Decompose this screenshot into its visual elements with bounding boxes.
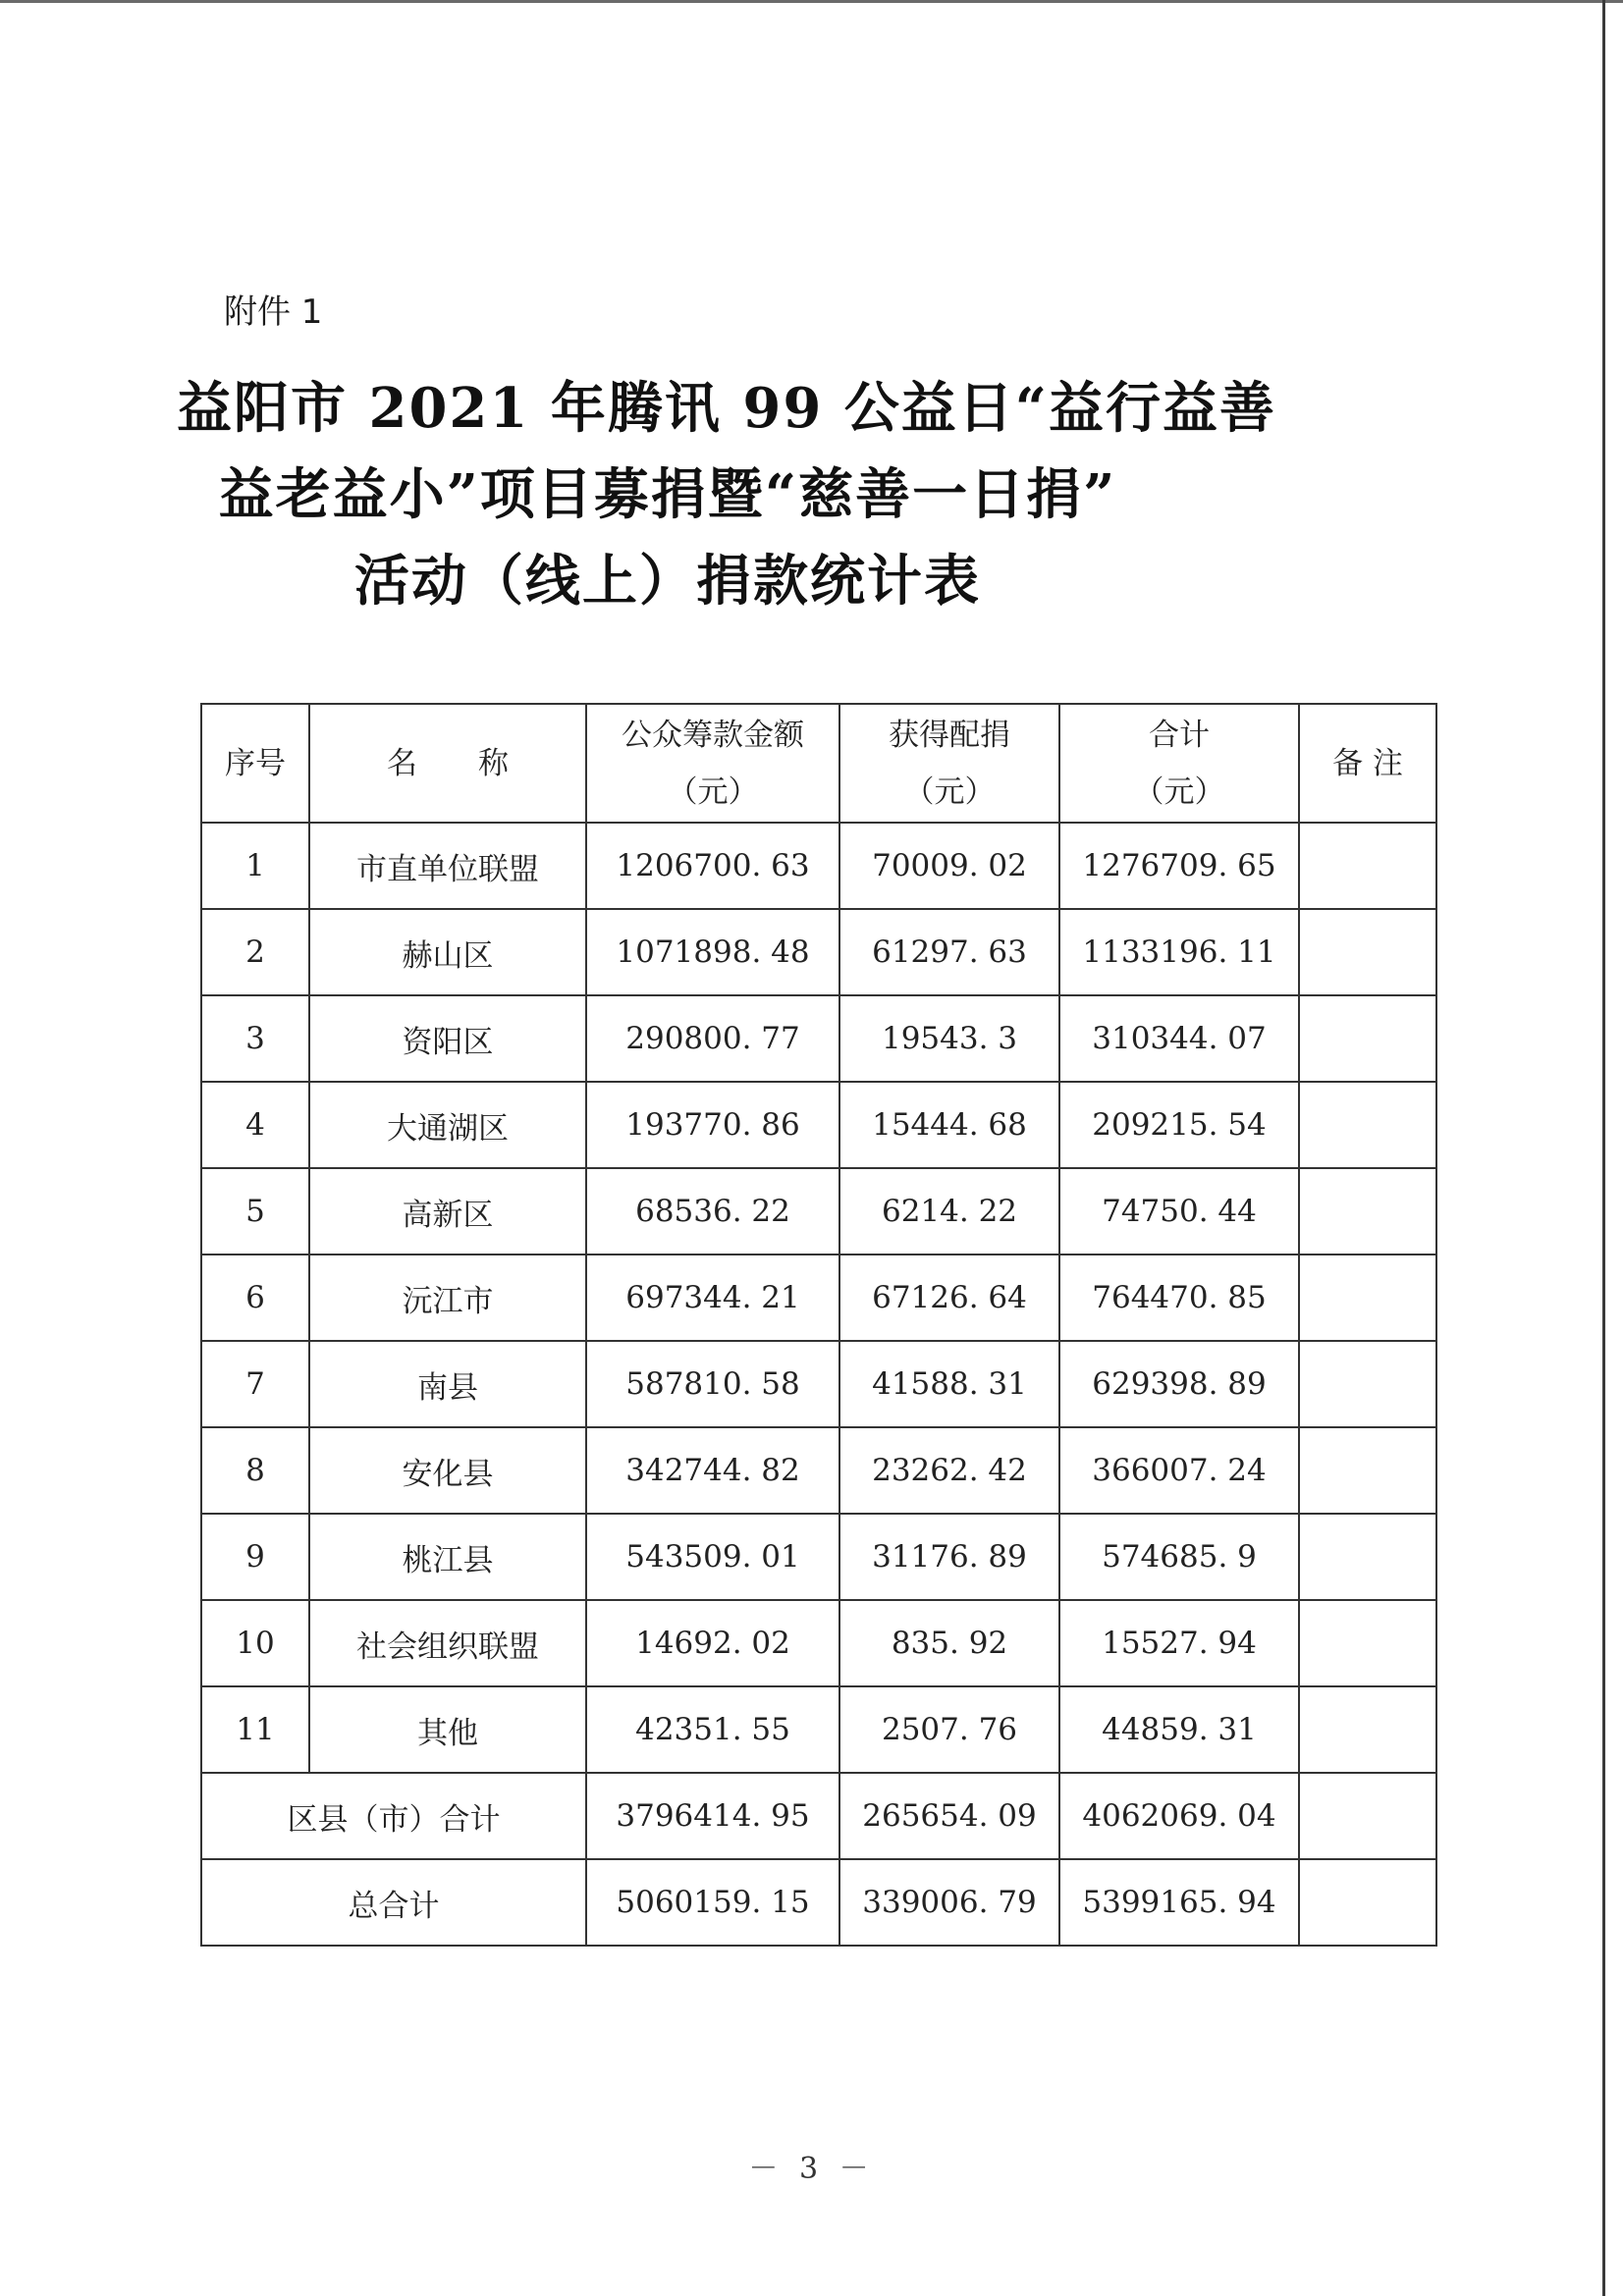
cell-note [1299,1686,1436,1773]
header-total-label: 合计 [1149,717,1210,753]
cell-public-amount: 1206700. 63 [586,823,839,909]
cell-total: 764470. 85 [1059,1255,1299,1341]
title-line-2: 益老益小”项目募捐暨“慈善一日捐” [218,462,1117,527]
table-row [201,1341,1436,1427]
header-note: 备 注 [1299,704,1436,823]
cell-name: 赫山区 [309,909,586,995]
cell-note [1299,1427,1436,1514]
subtotal-note [1299,1773,1436,1859]
subtotal-label: 区县（市）合计 [201,1773,586,1859]
grand-total-label: 总合计 [201,1859,586,1946]
cell-seq: 10 [201,1600,309,1686]
cell-matching: 835. 92 [839,1600,1059,1686]
cell-total: 629398. 89 [1059,1341,1299,1427]
subtotal-public-amount: 3796414. 95 [586,1773,839,1859]
table-header [201,704,1436,823]
grand-total-public-amount: 5060159. 15 [586,1859,839,1946]
header-public-amount-label: 公众筹款金额 [622,717,804,753]
cell-name: 社会组织联盟 [309,1600,586,1686]
cell-name: 高新区 [309,1168,586,1255]
header-seq: 序号 [201,704,309,823]
cell-public-amount: 697344. 21 [586,1255,839,1341]
cell-public-amount: 193770. 86 [586,1082,839,1168]
cell-public-amount: 342744. 82 [586,1427,839,1514]
header-matching-unit: （元） [903,774,996,810]
title-line-3: 活动（线上）捐款统计表 [354,549,981,614]
cell-note [1299,1255,1436,1341]
cell-matching: 19543. 3 [839,995,1059,1082]
table-row [201,1514,1436,1600]
cell-name: 资阳区 [309,995,586,1082]
cell-name: 沅江市 [309,1255,586,1341]
subtotal-row [201,1773,1436,1859]
cell-seq: 8 [201,1427,309,1514]
cell-name: 其他 [309,1686,586,1773]
cell-seq: 2 [201,909,309,995]
table-row [201,1686,1436,1773]
cell-total: 15527. 94 [1059,1600,1299,1686]
cell-matching: 2507. 76 [839,1686,1059,1773]
cell-public-amount: 543509. 01 [586,1514,839,1600]
cell-total: 366007. 24 [1059,1427,1299,1514]
cell-seq: 1 [201,823,309,909]
cell-seq: 4 [201,1082,309,1168]
table-row [201,823,1436,909]
title-line-1: 益阳市 2021 年腾讯 99 公益日“益行益善 [177,376,1276,441]
cell-name: 市直单位联盟 [309,823,586,909]
grand-total-row [201,1859,1436,1946]
header-row [201,704,1436,823]
cell-note [1299,1082,1436,1168]
header-total [1059,704,1299,823]
table-row [201,1082,1436,1168]
cell-public-amount: 68536. 22 [586,1168,839,1255]
header-matching [839,704,1059,823]
cell-matching: 15444. 68 [839,1082,1059,1168]
table-row [201,995,1436,1082]
grand-total-total: 5399165. 94 [1059,1859,1299,1946]
table-row [201,1600,1436,1686]
cell-note [1299,909,1436,995]
cell-note [1299,1514,1436,1600]
cell-seq: 5 [201,1168,309,1255]
page-number: － 3 － [748,2152,875,2186]
cell-note [1299,995,1436,1082]
cell-name: 安化县 [309,1427,586,1514]
header-total-unit: （元） [1133,774,1225,810]
donation-statistics-table [200,703,1437,1947]
header-name: 名 称 [309,704,586,823]
cell-matching: 41588. 31 [839,1341,1059,1427]
cell-matching: 31176. 89 [839,1514,1059,1600]
cell-matching: 61297. 63 [839,909,1059,995]
cell-public-amount: 1071898. 48 [586,909,839,995]
cell-seq: 6 [201,1255,309,1341]
attachment-label: 附件 1 [224,293,323,332]
grand-total-note [1299,1859,1436,1946]
table-row [201,1168,1436,1255]
header-matching-label: 获得配捐 [889,717,1010,753]
cell-note [1299,1341,1436,1427]
cell-total: 1133196. 11 [1059,909,1299,995]
scan-edge-top [0,0,1623,3]
cell-matching: 70009. 02 [839,823,1059,909]
cell-note [1299,1168,1436,1255]
cell-name: 南县 [309,1341,586,1427]
table-body [201,823,1436,1946]
cell-name: 大通湖区 [309,1082,586,1168]
subtotal-matching: 265654. 09 [839,1773,1059,1859]
cell-total: 74750. 44 [1059,1168,1299,1255]
cell-name: 桃江县 [309,1514,586,1600]
cell-public-amount: 290800. 77 [586,995,839,1082]
cell-seq: 9 [201,1514,309,1600]
cell-matching: 6214. 22 [839,1168,1059,1255]
cell-public-amount: 14692. 02 [586,1600,839,1686]
header-public-amount [586,704,839,823]
table-row [201,909,1436,995]
table-row [201,1427,1436,1514]
cell-total: 310344. 07 [1059,995,1299,1082]
document-title [177,365,1276,624]
cell-total: 574685. 9 [1059,1514,1299,1600]
cell-seq: 7 [201,1341,309,1427]
cell-total: 44859. 31 [1059,1686,1299,1773]
header-public-amount-unit: （元） [667,774,759,810]
cell-public-amount: 42351. 55 [586,1686,839,1773]
cell-note [1299,823,1436,909]
cell-total: 1276709. 65 [1059,823,1299,909]
cell-matching: 23262. 42 [839,1427,1059,1514]
table-row [201,1255,1436,1341]
subtotal-total: 4062069. 04 [1059,1773,1299,1859]
cell-seq: 11 [201,1686,309,1773]
cell-seq: 3 [201,995,309,1082]
cell-public-amount: 587810. 58 [586,1341,839,1427]
grand-total-matching: 339006. 79 [839,1859,1059,1946]
cell-total: 209215. 54 [1059,1082,1299,1168]
cell-matching: 67126. 64 [839,1255,1059,1341]
cell-note [1299,1600,1436,1686]
scan-edge-right [1602,0,1605,2296]
